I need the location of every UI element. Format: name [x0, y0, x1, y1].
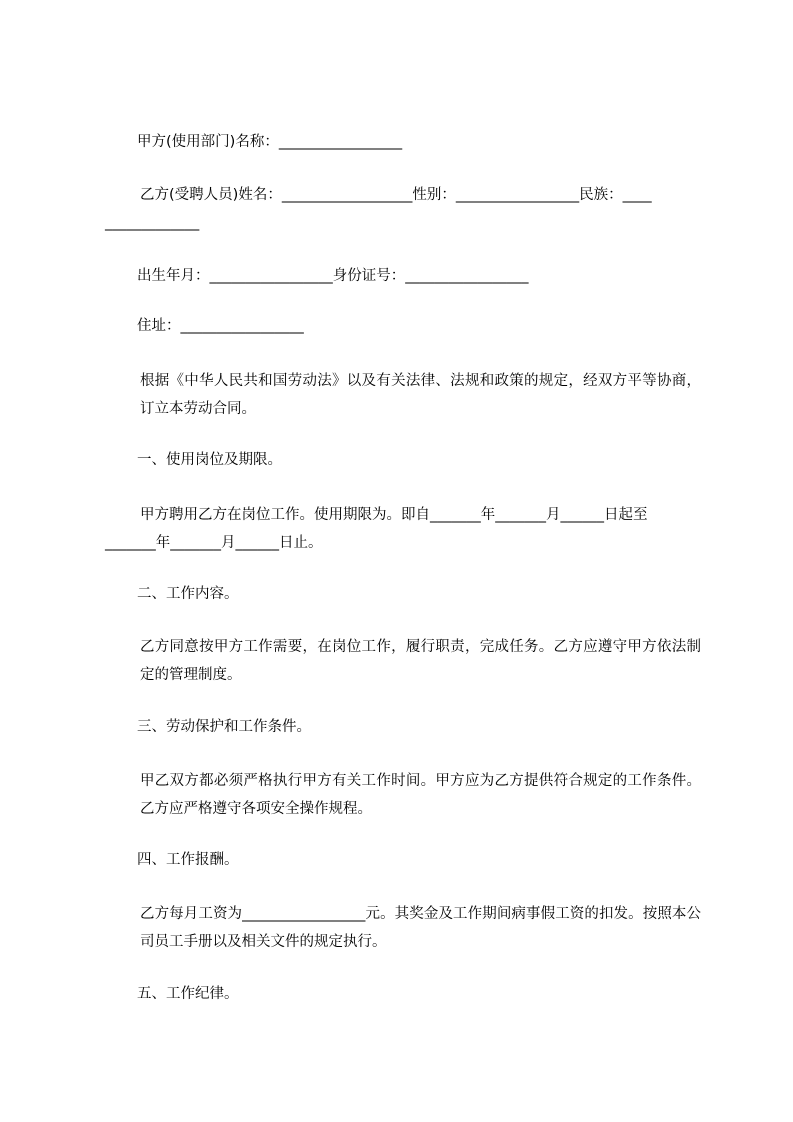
party-b-line-2: [105, 209, 701, 237]
party-b-line: [105, 181, 701, 209]
end-day-blank[interactable]: ______: [235, 535, 279, 551]
party-a-line: [105, 128, 701, 156]
ethnicity-blank-b[interactable]: _____________: [105, 215, 200, 231]
end-month-blank[interactable]: _______: [170, 535, 221, 551]
month-label: 月: [546, 507, 561, 523]
salary-label: 乙方每月工资为: [140, 906, 243, 922]
year-label: 年: [480, 507, 496, 523]
section-1-text: 甲方聘用乙方在岗位工作。使用期限为。即自: [140, 507, 430, 523]
section-4-paragraph: [105, 900, 701, 956]
intro-paragraph: 根据《中华人民共和国劳动法》以及有关法律、法规和政策的规定，经双方平等协商，订立本劳动合同。: [140, 373, 701, 417]
gender-blank[interactable]: _________________: [455, 187, 580, 203]
party-a-name-blank[interactable]: _________________: [278, 134, 403, 150]
section-3-heading: 三、劳动保护和工作条件。: [137, 719, 311, 735]
section-2-paragraph: 乙方同意按甲方工作需要，在岗位工作，履行职责，完成任务。乙方应遵守甲方依法制定的管理制度。: [140, 639, 701, 683]
party-a-label: 甲方(使用部门)名称：: [137, 134, 279, 150]
birth-line: [105, 262, 701, 290]
salary-blank[interactable]: _________________: [242, 906, 366, 922]
party-b-name-blank[interactable]: __________________: [281, 187, 413, 203]
gender-label: 性别：: [412, 187, 456, 203]
section-5-heading: 五、工作纪律。: [137, 986, 239, 1002]
ethnicity-label: 民族：: [579, 187, 623, 203]
ethnicity-blank-a[interactable]: ____: [622, 187, 652, 203]
start-month-blank[interactable]: _______: [495, 507, 546, 523]
section-3-paragraph: 甲乙双方都必须严格执行甲方有关工作时间。甲方应为乙方提供符合规定的工作条件。乙方应严格遵守各项安全操作规程。: [140, 773, 701, 817]
start-year-blank[interactable]: _______: [430, 507, 481, 523]
start-day-blank[interactable]: ______: [560, 507, 604, 523]
id-number-label: 身份证号：: [332, 268, 406, 284]
section-2-heading: 二、工作内容。: [137, 586, 239, 602]
end-month-label: 月: [221, 535, 236, 551]
birth-label: 出生年月：: [137, 268, 210, 284]
section-1-heading: 一、使用岗位及期限。: [137, 452, 282, 468]
address-line: [105, 312, 701, 340]
end-year-blank[interactable]: _______: [105, 535, 156, 551]
section-4-heading: 四、工作报酬。: [137, 852, 239, 868]
address-blank[interactable]: _________________: [180, 318, 304, 334]
address-label: 住址：: [137, 318, 181, 334]
salary-rest-text: 元。其奖金及工作期间病事假工资的扣发。按照本公司员工手册以及相关文件的规定执行。: [140, 906, 702, 950]
section-1-text-line-2: [105, 529, 701, 557]
id-number-blank[interactable]: _________________: [405, 268, 529, 284]
day-to-label: 日止。: [279, 535, 323, 551]
birth-blank[interactable]: _________________: [209, 268, 333, 284]
section-1-text-line-1: [105, 501, 701, 529]
day-from-label: 日起至: [604, 507, 648, 523]
party-b-label: 乙方(受聘人员)姓名：: [140, 187, 282, 203]
end-year-label: 年: [155, 535, 171, 551]
